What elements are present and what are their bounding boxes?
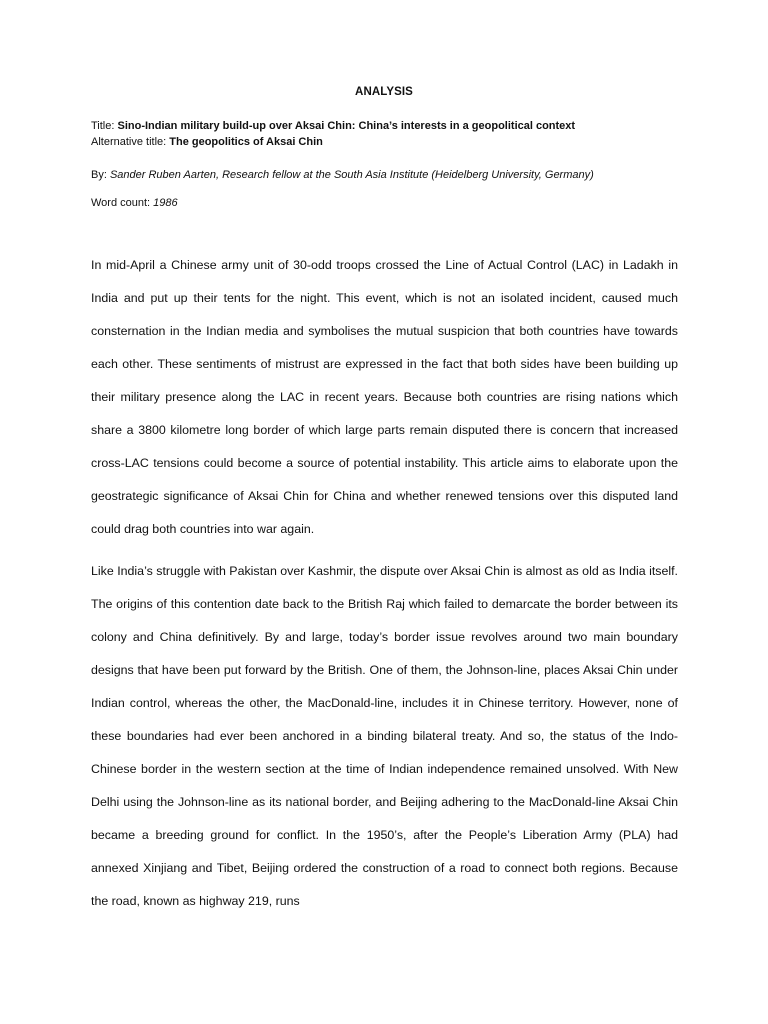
body-paragraph <box>91 249 678 546</box>
document-heading: ANALYSIS <box>355 86 413 98</box>
author: Sander Ruben Aarten, Research fellow at the South Asia Institute (Heidelberg University, Germany) <box>109 169 594 181</box>
word-count <box>91 195 681 211</box>
article-title: Sino-Indian military build-up over Aksai Chin: China’s interests in a geopolitical context <box>117 120 576 132</box>
byline <box>91 167 681 183</box>
word-count-value: 1986 <box>153 197 178 209</box>
byline-label: By: <box>91 169 110 181</box>
alt-title-label: Alternative title: <box>91 136 170 148</box>
paragraph-text: Like India’s struggle with Pakistan over Kashmir, the dispute over Aksai Chin is almost as old as India itself. The origins of this contention date back to the British Raj which failed to demarcate the border between its colony and China definitively. By and large, today’s border issue revolves around two main boundary designs that have been put forward by the British. One of them, the Johnson-line, places Aksai Chin under Indian control, whereas the other, the MacDonald-line, includes it in Chinese territory. However, none of these boundaries had ever been anchored in a binding bilateral treaty. And so, the status of the Indo-Chinese border in the western section at the time of Indian independence remained unsolved. With New Delhi using the Johnson-line as its national border, and Beijing adhering to the MacDonald-line Aksai Chin became a breeding ground for conflict. In the 1950’s, after the People’s Liberation Army (PLA) had annexed Xinjiang and Tibet, Beijing ordered the construction of a road to connect both regions. Because the road, known as highway 219, runs <box>91 564 678 908</box>
word-count-label: Word count: <box>91 197 154 209</box>
title-label: Title: <box>91 120 118 132</box>
alt-title: The geopolitics of Aksai Chin <box>169 136 323 148</box>
alt-title-line <box>91 134 681 150</box>
paragraph-text: In mid-April a Chinese army unit of 30-odd troops crossed the Line of Actual Control (LAC) in Ladakh in India and put up their tents for the night. This event, which is not an isolated incident, caused much consternation in the Indian media and symbolises the mutual suspicion that both countries have towards each other. These sentiments of mistrust are expressed in the fact that both sides have been building up their military presence along the LAC in recent years. Because both countries are rising nations which share a 3800 kilometre long border of which large parts remain disputed there is concern that increased cross-LAC tensions could become a source of potential instability. This article aims to elaborate upon the geostrategic significance of Aksai Chin for China and whether renewed tensions over this disputed land could drag both countries into war again. <box>91 258 678 536</box>
title-line <box>91 118 681 134</box>
title-block <box>91 118 681 150</box>
body-paragraph <box>91 555 678 918</box>
